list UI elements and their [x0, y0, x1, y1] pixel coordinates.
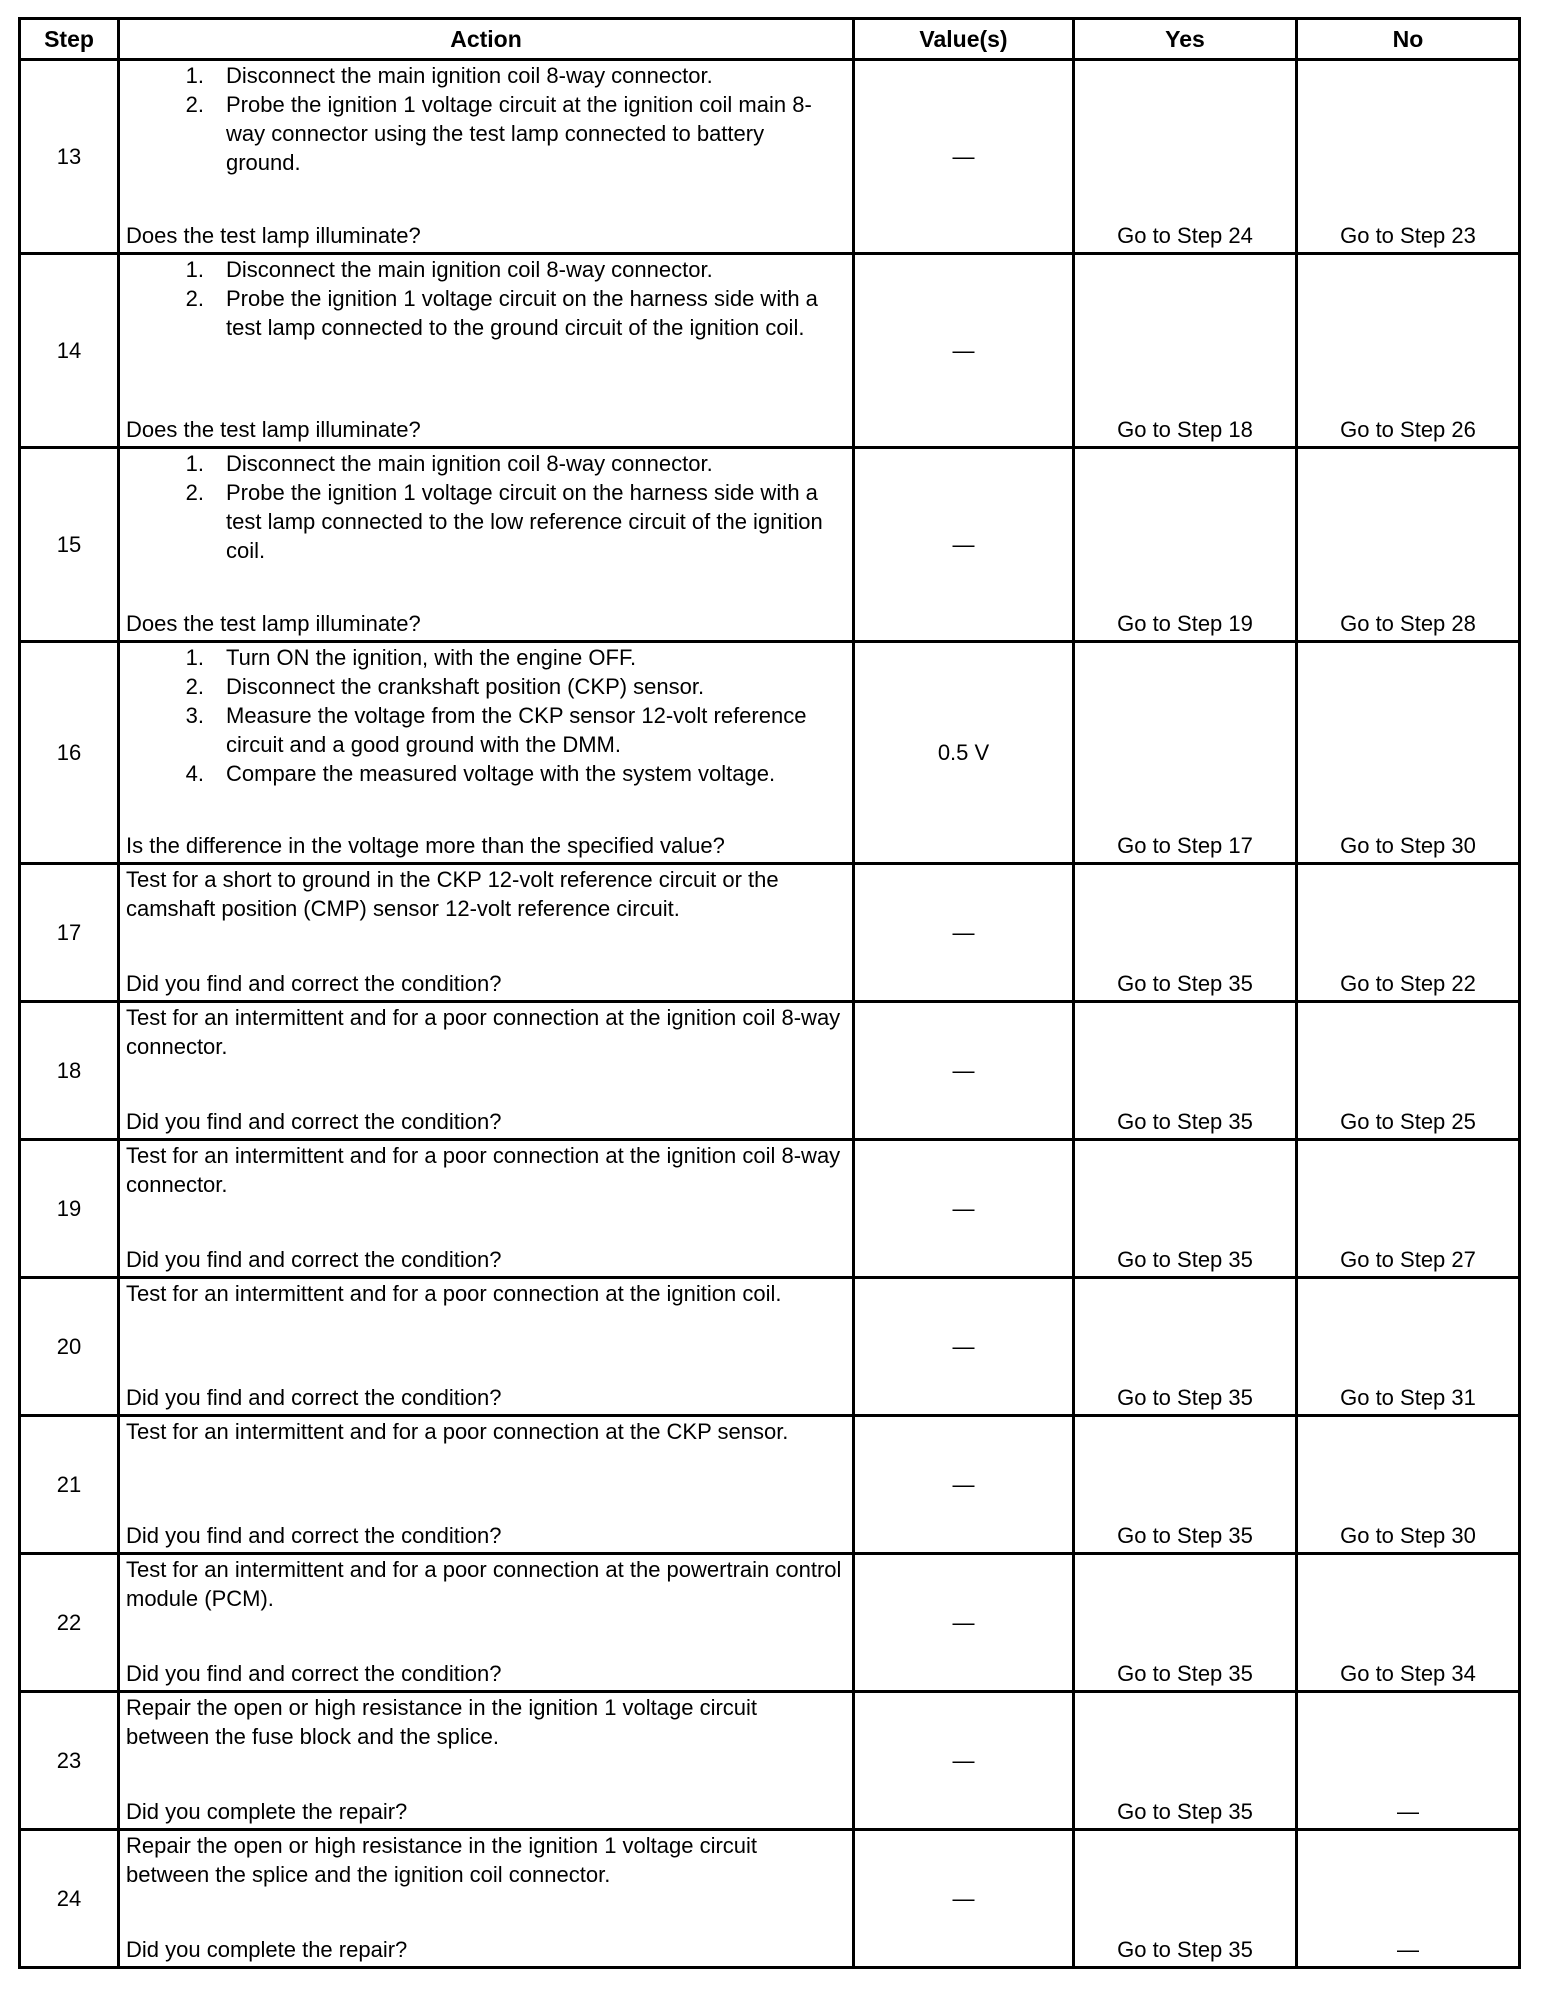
no-cell: —: [1297, 1830, 1520, 1968]
action-steps-list: [126, 255, 844, 342]
action-step-text: Probe the ignition 1 voltage circuit on the harness side with a test lamp connected to the ground circuit of the ignition coil.: [226, 286, 818, 340]
table-body: [20, 60, 1520, 1968]
action-step-item: [126, 672, 844, 701]
diagnostic-table: [18, 17, 1521, 1969]
action-step-text: Disconnect the main ignition coil 8-way connector.: [226, 451, 713, 476]
header-values: Value(s): [854, 19, 1074, 60]
action-steps-list: [126, 61, 844, 177]
no-cell: Go to Step 28: [1297, 448, 1520, 642]
step-number: 20: [20, 1278, 119, 1416]
action-step-item: [126, 255, 844, 284]
action-step-item: [126, 643, 844, 672]
value-cell: —: [854, 1278, 1074, 1416]
step-number: 16: [20, 642, 119, 864]
yes-cell: Go to Step 35: [1074, 1278, 1297, 1416]
action-step-item: [126, 61, 844, 90]
action-question: Does the test lamp illuminate?: [126, 611, 421, 636]
value-cell: —: [854, 1554, 1074, 1692]
action-step-number: 2.: [185, 286, 204, 311]
yes-cell: Go to Step 35: [1074, 1830, 1297, 1968]
action-content: [120, 865, 852, 1000]
action-step-number: 2.: [185, 480, 204, 505]
action-step-text: Disconnect the crankshaft position (CKP) sensor.: [226, 674, 705, 699]
no-cell: Go to Step 22: [1297, 864, 1520, 1002]
table-row: [20, 1278, 1520, 1416]
action-step-number: 1.: [185, 257, 204, 282]
action-cell: [119, 642, 854, 864]
value-cell: —: [854, 448, 1074, 642]
no-cell: Go to Step 30: [1297, 1416, 1520, 1554]
action-cell: [119, 1416, 854, 1554]
step-number: 17: [20, 864, 119, 1002]
action-step-text: Measure the voltage from the CKP sensor 12-volt reference circuit and a good ground with the DMM.: [226, 703, 807, 757]
action-step-text: Turn ON the ignition, with the engine OFF.: [226, 645, 637, 670]
action-cell: [119, 60, 854, 254]
action-step-item: [126, 701, 844, 759]
action-text: Test for an intermittent and for a poor connection at the powertrain control module (PCM).: [126, 1557, 842, 1611]
table-row: [20, 642, 1520, 864]
action-text: Repair the open or high resistance in the ignition 1 voltage circuit between the splice and the ignition coil connector.: [126, 1833, 758, 1887]
action-question: Did you complete the repair?: [126, 1799, 408, 1824]
action-cell: [119, 448, 854, 642]
action-step-text: Probe the ignition 1 voltage circuit at the ignition coil main 8-way connector using the test lamp connected to battery ground.: [226, 92, 812, 175]
table-row: [20, 448, 1520, 642]
step-number: 13: [20, 60, 119, 254]
action-content: [120, 1555, 852, 1690]
action-cell: [119, 1554, 854, 1692]
header-action: Action: [119, 19, 854, 60]
table-row: [20, 1140, 1520, 1278]
action-cell: [119, 864, 854, 1002]
action-step-number: 1.: [185, 645, 204, 670]
value-cell: —: [854, 1002, 1074, 1140]
action-step-number: 4.: [185, 761, 204, 786]
action-steps-list: [126, 449, 844, 565]
no-cell: Go to Step 26: [1297, 254, 1520, 448]
action-question: Did you find and correct the condition?: [126, 971, 502, 996]
header-no: No: [1297, 19, 1520, 60]
yes-cell: Go to Step 35: [1074, 1140, 1297, 1278]
value-cell: 0.5 V: [854, 642, 1074, 864]
yes-cell: Go to Step 19: [1074, 448, 1297, 642]
action-cell: [119, 254, 854, 448]
action-text: Test for a short to ground in the CKP 12-volt reference circuit or the camshaft position (CMP) sensor 12-volt reference circuit.: [126, 867, 779, 921]
value-cell: —: [854, 1416, 1074, 1554]
step-number: 24: [20, 1830, 119, 1968]
value-cell: —: [854, 254, 1074, 448]
action-content: [120, 1003, 852, 1138]
action-step-text: Probe the ignition 1 voltage circuit on the harness side with a test lamp connected to the low reference circuit of the ignition coil.: [226, 480, 823, 563]
action-text: Test for an intermittent and for a poor connection at the ignition coil 8-way connector.: [126, 1005, 841, 1059]
action-content: [120, 1141, 852, 1276]
action-step-item: [126, 284, 844, 342]
action-question: Did you complete the repair?: [126, 1937, 408, 1962]
value-cell: —: [854, 60, 1074, 254]
action-step-item: [126, 449, 844, 478]
header-yes: Yes: [1074, 19, 1297, 60]
no-cell: Go to Step 31: [1297, 1278, 1520, 1416]
table-row: [20, 1416, 1520, 1554]
no-cell: —: [1297, 1692, 1520, 1830]
action-step-number: 2.: [185, 92, 204, 117]
action-question: Did you find and correct the condition?: [126, 1385, 502, 1410]
action-question: Does the test lamp illuminate?: [126, 223, 421, 248]
no-cell: Go to Step 23: [1297, 60, 1520, 254]
yes-cell: Go to Step 35: [1074, 1002, 1297, 1140]
action-steps-list: [126, 643, 844, 788]
step-number: 21: [20, 1416, 119, 1554]
value-cell: —: [854, 1830, 1074, 1968]
action-text: Test for an intermittent and for a poor connection at the ignition coil.: [126, 1281, 782, 1306]
action-question: Is the difference in the voltage more than the specified value?: [126, 833, 725, 858]
step-number: 22: [20, 1554, 119, 1692]
action-question: Did you find and correct the condition?: [126, 1661, 502, 1686]
table-row: [20, 864, 1520, 1002]
action-text: Test for an intermittent and for a poor connection at the ignition coil 8-way connector.: [126, 1143, 841, 1197]
action-cell: [119, 1278, 854, 1416]
action-step-text: Disconnect the main ignition coil 8-way connector.: [226, 257, 713, 282]
table-row: [20, 254, 1520, 448]
header-row: [20, 19, 1520, 60]
table-row: [20, 1002, 1520, 1140]
action-step-item: [126, 90, 844, 177]
action-cell: [119, 1692, 854, 1830]
no-cell: Go to Step 25: [1297, 1002, 1520, 1140]
action-content: [120, 1417, 852, 1552]
table-row: [20, 1692, 1520, 1830]
action-step-text: Disconnect the main ignition coil 8-way connector.: [226, 63, 713, 88]
action-question: Did you find and correct the condition?: [126, 1247, 502, 1272]
action-step-item: [126, 759, 844, 788]
step-number: 18: [20, 1002, 119, 1140]
yes-cell: Go to Step 35: [1074, 864, 1297, 1002]
no-cell: Go to Step 30: [1297, 642, 1520, 864]
action-content: [120, 255, 852, 446]
action-step-item: [126, 478, 844, 565]
header-step: Step: [20, 19, 119, 60]
step-number: 15: [20, 448, 119, 642]
yes-cell: Go to Step 18: [1074, 254, 1297, 448]
yes-cell: Go to Step 24: [1074, 60, 1297, 254]
action-step-number: 3.: [185, 703, 204, 728]
step-number: 14: [20, 254, 119, 448]
value-cell: —: [854, 1140, 1074, 1278]
table-row: [20, 60, 1520, 254]
value-cell: —: [854, 864, 1074, 1002]
step-number: 19: [20, 1140, 119, 1278]
no-cell: Go to Step 27: [1297, 1140, 1520, 1278]
table-row: [20, 1554, 1520, 1692]
yes-cell: Go to Step 35: [1074, 1416, 1297, 1554]
no-cell: Go to Step 34: [1297, 1554, 1520, 1692]
action-cell: [119, 1002, 854, 1140]
action-content: [120, 1279, 852, 1414]
action-step-number: 1.: [185, 451, 204, 476]
action-question: Did you find and correct the condition?: [126, 1109, 502, 1134]
action-step-number: 2.: [185, 674, 204, 699]
action-content: [120, 449, 852, 640]
action-question: Does the test lamp illuminate?: [126, 417, 421, 442]
yes-cell: Go to Step 17: [1074, 642, 1297, 864]
action-step-number: 1.: [185, 63, 204, 88]
action-content: [120, 1693, 852, 1828]
action-text: Test for an intermittent and for a poor connection at the CKP sensor.: [126, 1419, 789, 1444]
action-question: Did you find and correct the condition?: [126, 1523, 502, 1548]
action-cell: [119, 1830, 854, 1968]
action-text: Repair the open or high resistance in the ignition 1 voltage circuit between the fuse block and the splice.: [126, 1695, 758, 1749]
value-cell: —: [854, 1692, 1074, 1830]
table-row: [20, 1830, 1520, 1968]
yes-cell: Go to Step 35: [1074, 1692, 1297, 1830]
action-content: [120, 1831, 852, 1966]
step-number: 23: [20, 1692, 119, 1830]
action-cell: [119, 1140, 854, 1278]
action-step-text: Compare the measured voltage with the system voltage.: [226, 761, 776, 786]
yes-cell: Go to Step 35: [1074, 1554, 1297, 1692]
action-content: [120, 643, 852, 862]
action-content: [120, 61, 852, 252]
